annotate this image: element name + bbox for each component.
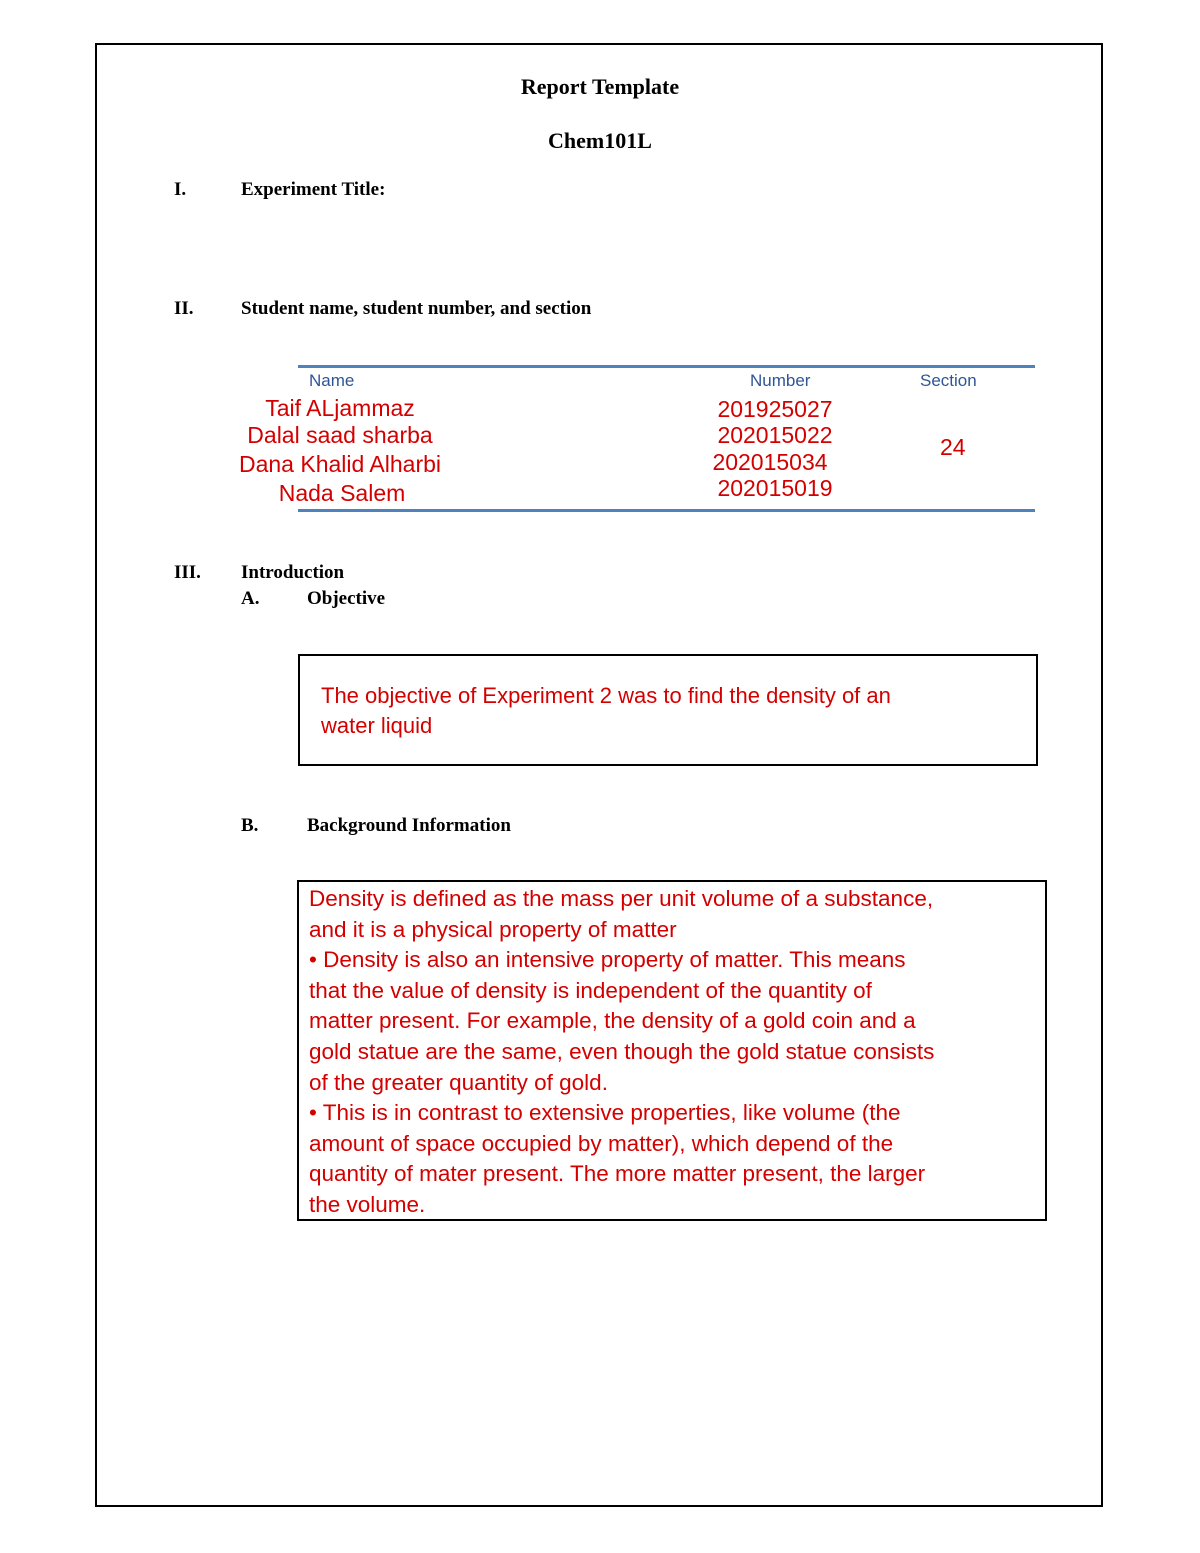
objective-line: The objective of Experiment 2 was to find the density of an (321, 683, 891, 708)
student-number: 202015034 (712, 449, 828, 475)
student-number: 202015019 (717, 475, 833, 501)
subsection-b-letter: B. (241, 815, 259, 836)
page-border (95, 43, 1103, 1507)
objective-line: water liquid (321, 713, 433, 738)
student-name: Dana Khalid Alharbi (238, 451, 442, 477)
background-box (297, 880, 1047, 1221)
background-line: matter present. For example, the density of a gold coin and a (309, 1008, 916, 1034)
section-iii-numeral: III. (174, 562, 201, 583)
table-top-rule (298, 365, 1035, 368)
section-i-heading: Experiment Title: (241, 179, 386, 200)
subsection-a-letter: A. (241, 588, 260, 609)
background-line: • Density is also an intensive property of matter. This means (309, 947, 906, 973)
column-header-name: Name (309, 371, 355, 390)
background-line: • This is in contrast to extensive properties, like volume (the (309, 1100, 901, 1126)
section-i-numeral: I. (174, 179, 187, 200)
background-line: amount of space occupied by matter), which depend of the (309, 1130, 894, 1156)
background-line: Density is defined as the mass per unit volume of a substance, (309, 886, 934, 911)
column-header-section: Section (920, 371, 977, 390)
document-title: Report Template (520, 74, 680, 99)
student-name: Dalal saad sharba (247, 422, 433, 448)
subsection-b-heading: Background Information (307, 815, 511, 836)
student-number: 202015022 (717, 422, 833, 448)
table-bottom-rule (298, 509, 1035, 512)
background-line: that the value of density is independent of the quantity of (309, 977, 872, 1003)
section-ii-numeral: II. (174, 298, 194, 319)
background-line: and it is a physical property of matter (309, 916, 677, 942)
student-number: 201925027 (717, 396, 833, 422)
background-line: of the greater quantity of gold. (309, 1069, 608, 1095)
column-header-number: Number (750, 371, 811, 390)
student-name: Taif ALjammaz (265, 395, 415, 421)
objective-box (298, 654, 1038, 766)
background-line: quantity of mater present. The more matter present, the larger (309, 1161, 926, 1187)
section-ii-heading: Student name, student number, and section (241, 298, 592, 319)
subsection-a-heading: Objective (307, 588, 386, 609)
background-line: gold statue are the same, even though the gold statue consists (309, 1038, 935, 1064)
section-number: 24 (940, 434, 966, 460)
background-line: the volume. (309, 1191, 426, 1217)
course-code: Chem101L (548, 128, 652, 153)
student-name: Nada Salem (278, 480, 406, 506)
section-iii-heading: Introduction (241, 562, 345, 583)
